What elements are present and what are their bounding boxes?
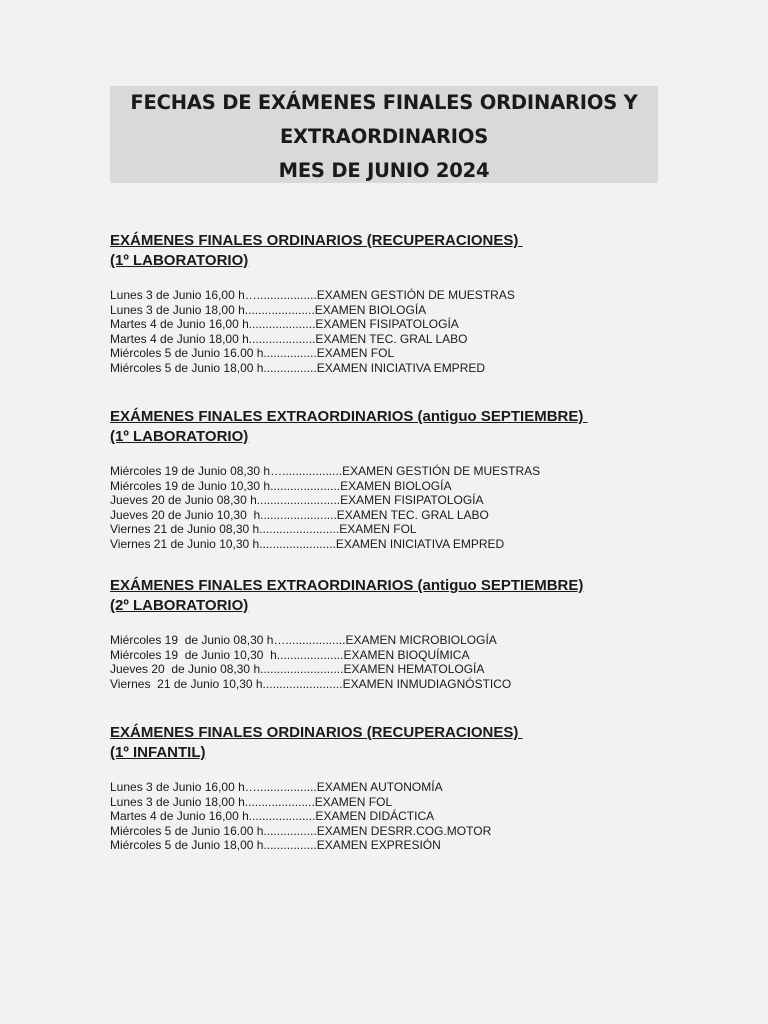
section-heading-line-2: (1º LABORATORIO) — [110, 252, 249, 269]
exam-item: Miércoles 5 de Junio 16.00 h................EXAMEN DESRR.COG.MOTOR — [110, 823, 492, 838]
exam-item: Lunes 3 de Junio 18,00 h.....................EXAMEN BIOLOGÍA — [110, 302, 427, 317]
section-heading-line-1: EXÁMENES FINALES ORDINARIOS (RECUPERACIONES) — [110, 232, 523, 249]
exam-list — [110, 288, 710, 376]
exam-list — [110, 780, 710, 853]
title-line-3: MES DE JUNIO 2024 — [278, 159, 490, 182]
exam-item: Viernes 21 de Junio 10,30 h........................EXAMEN INMUDIAGNÓSTICO — [110, 676, 512, 691]
exam-item: Martes 4 de Junio 16,00 h....................EXAMEN FISIPATOLOGÍA — [110, 317, 459, 332]
exam-item: Jueves 20 de Junio 08,30 h.........................EXAMEN HEMATOLOGÍA — [110, 662, 485, 677]
exam-item: Miércoles 19 de Junio 08,30 h…..................EXAMEN MICROBIOLOGÍA — [110, 633, 497, 647]
section-extraordinarios-1-laboratorio — [110, 407, 710, 552]
section-heading — [110, 576, 710, 616]
exam-item: Viernes 21 de Junio 10,30 h.......................EXAMEN INICIATIVA EMPRED — [110, 536, 505, 551]
section-heading-line-2: (2º LABORATORIO) — [110, 597, 249, 614]
section-heading-line-1: EXÁMENES FINALES ORDINARIOS (RECUPERACIONES) — [110, 724, 523, 741]
section-heading — [110, 231, 710, 271]
exam-list — [110, 633, 710, 691]
exam-item: Miércoles 19 de Junio 10,30 h.....................EXAMEN BIOLOGÍA — [110, 478, 452, 493]
exam-item: Jueves 20 de Junio 08,30 h.........................EXAMEN FISIPATOLOGÍA — [110, 493, 484, 508]
section-ordinarios-1-laboratorio — [110, 231, 710, 376]
exam-item: Jueves 20 de Junio 10,30 h.......................EXAMEN TEC. GRAL LABO — [110, 507, 489, 522]
exam-item: Martes 4 de Junio 16,00 h....................EXAMEN DIDÁCTICA — [110, 809, 435, 824]
document-title — [110, 86, 658, 183]
section-heading-line-2: (1º LABORATORIO) — [110, 428, 249, 445]
title-line-2: EXTRAORDINARIOS — [279, 125, 489, 148]
section-heading — [110, 723, 710, 763]
title-line-1: FECHAS DE EXÁMENES FINALES ORDINARIOS Y — [130, 91, 638, 114]
exam-item: Martes 4 de Junio 18,00 h....................EXAMEN TEC. GRAL LABO — [110, 331, 468, 346]
section-heading-line-2: (1º INFANTIL) — [110, 744, 206, 761]
exam-list — [110, 464, 710, 552]
section-heading-line-1: EXÁMENES FINALES EXTRAORDINARIOS (antiguo SEPTIEMBRE) — [110, 577, 584, 594]
exam-item: Lunes 3 de Junio 16,00 h…..................EXAMEN AUTONOMÍA — [110, 780, 443, 794]
exam-item: Viernes 21 de Junio 08,30 h........................EXAMEN FOL — [110, 522, 417, 537]
exam-item: Lunes 3 de Junio 18,00 h.....................EXAMEN FOL — [110, 794, 393, 809]
section-heading — [110, 407, 710, 447]
exam-item: Miércoles 5 de Junio 16.00 h................EXAMEN FOL — [110, 346, 395, 361]
section-heading-line-1: EXÁMENES FINALES EXTRAORDINARIOS (antiguo SEPTIEMBRE) — [110, 408, 588, 425]
exam-item: Miércoles 19 de Junio 10,30 h....................EXAMEN BIOQUÍMICA — [110, 647, 470, 662]
section-extraordinarios-2-laboratorio — [110, 576, 710, 691]
exam-item: Miércoles 5 de Junio 18,00 h................EXAMEN INICIATIVA EMPRED — [110, 360, 486, 375]
exam-item: Miércoles 19 de Junio 08,30 h…..................EXAMEN GESTIÓN DE MUESTRAS — [110, 464, 541, 478]
exam-item: Miércoles 5 de Junio 18,00 h................EXAMEN EXPRESIÓN — [110, 838, 441, 853]
exam-item: Lunes 3 de Junio 16,00 h…..................EXAMEN GESTIÓN DE MUESTRAS — [110, 288, 515, 302]
section-ordinarios-1-infantil — [110, 723, 710, 853]
